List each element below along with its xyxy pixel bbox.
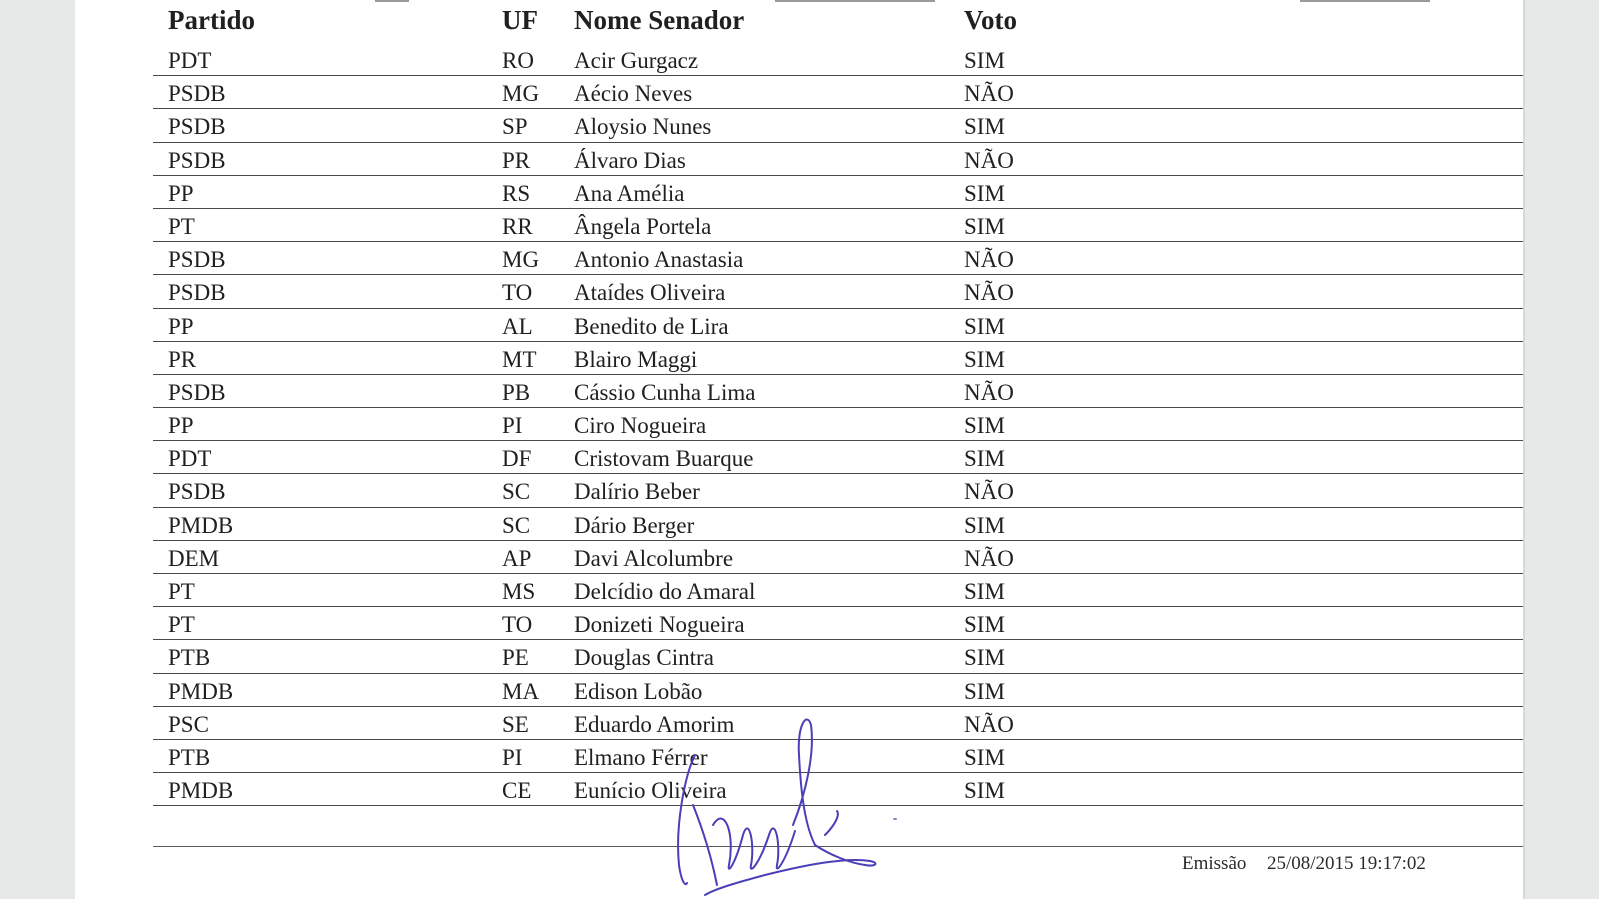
cell-partido: PT [168, 612, 195, 638]
table-row [153, 76, 1525, 109]
cell-uf: TO [502, 612, 533, 638]
table-row [153, 541, 1525, 574]
cell-uf: AL [502, 313, 533, 339]
cell-partido: PSC [168, 711, 209, 737]
table-row [153, 408, 1525, 441]
table-row [153, 275, 1525, 308]
cell-uf: PI [502, 413, 523, 439]
cell-uf: CE [502, 778, 532, 804]
cell-partido: PP [168, 413, 194, 439]
cell-voto: SIM [964, 744, 1005, 770]
cell-uf: AP [502, 545, 532, 571]
table-row [153, 43, 1525, 76]
cell-voto: SIM [964, 678, 1005, 704]
emissao-label: Emissão [1182, 853, 1247, 874]
table-row [153, 674, 1525, 707]
emissao-timestamp: 25/08/2015 19:17:02 [1267, 853, 1426, 874]
cell-partido: PMDB [168, 778, 234, 804]
cell-uf: MA [502, 678, 540, 704]
cell-nome-senador: Douglas Cintra [574, 645, 714, 671]
cell-nome-senador: Dário Berger [574, 512, 695, 538]
table-row [153, 309, 1525, 342]
cell-voto: NÃO [964, 247, 1014, 273]
cell-nome-senador: Davi Alcolumbre [574, 545, 734, 571]
vote-table-body [153, 43, 1525, 806]
cell-voto: SIM [964, 48, 1005, 73]
table-row [153, 640, 1525, 673]
table-row [153, 143, 1525, 176]
cell-uf: DF [502, 446, 532, 472]
table-row [153, 375, 1525, 408]
ink-speck [893, 818, 897, 820]
footer-divider [153, 846, 1525, 847]
cell-voto: SIM [964, 213, 1005, 239]
cell-nome-senador: Donizeti Nogueira [574, 612, 745, 638]
cell-voto: NÃO [964, 545, 1014, 571]
cell-voto: SIM [964, 180, 1005, 206]
cell-uf: MS [502, 579, 536, 604]
cell-partido: PTB [168, 744, 211, 770]
cell-partido: PT [168, 579, 195, 604]
cell-partido: PDT [168, 48, 212, 73]
cell-uf: MG [502, 81, 540, 107]
cell-voto: SIM [964, 579, 1005, 604]
cell-partido: PMDB [168, 512, 234, 538]
table-row [153, 740, 1525, 773]
table-row [153, 707, 1525, 740]
cell-nome-senador: Delcídio do Amaral [574, 579, 756, 604]
cell-nome-senador: Ana Amélia [574, 180, 685, 206]
cell-partido: PTB [168, 645, 211, 671]
cell-nome-senador: Cristovam Buarque [574, 446, 754, 472]
table-row [153, 176, 1525, 209]
cell-uf: SC [502, 479, 531, 505]
table-row [153, 109, 1525, 142]
scan-artifact-dash [1300, 0, 1430, 2]
cell-nome-senador: Edison Lobão [574, 678, 703, 704]
cell-partido: PP [168, 180, 194, 206]
cell-nome-senador: Ciro Nogueira [574, 413, 707, 439]
cell-nome-senador: Antonio Anastasia [574, 247, 744, 273]
cell-voto: SIM [964, 778, 1005, 804]
cell-partido: PDT [168, 446, 212, 472]
scan-artifact-dash [775, 0, 935, 2]
cell-partido: PSDB [168, 81, 226, 107]
cell-nome-senador: Eduardo Amorim [574, 711, 735, 737]
header-voto: Voto [964, 5, 1018, 35]
table-row [153, 209, 1525, 242]
cell-voto: SIM [964, 512, 1005, 538]
cell-partido: PSDB [168, 379, 226, 405]
cell-uf: TO [502, 280, 533, 306]
cell-nome-senador: Ângela Portela [574, 213, 712, 239]
cell-nome-senador: Acir Gurgacz [574, 48, 699, 73]
cell-partido: PSDB [168, 479, 226, 505]
cell-nome-senador: Blairo Maggi [574, 346, 698, 372]
header-partido: Partido [168, 5, 255, 35]
cell-partido: PMDB [168, 678, 234, 704]
cell-partido: PSDB [168, 114, 226, 140]
cell-voto: SIM [964, 612, 1005, 638]
cell-partido: PSDB [168, 247, 226, 273]
cell-nome-senador: Dalírio Beber [574, 479, 700, 505]
table-row [153, 607, 1525, 640]
cell-uf: PB [502, 379, 531, 405]
cell-partido: DEM [168, 545, 220, 571]
cell-nome-senador: Eunício Oliveira [574, 778, 727, 804]
cell-uf: MT [502, 346, 537, 372]
header-nome-senador: Nome Senador [574, 5, 745, 35]
cell-voto: NÃO [964, 280, 1014, 306]
cell-voto: NÃO [964, 711, 1014, 737]
cell-voto: SIM [964, 114, 1005, 140]
cell-nome-senador: Álvaro Dias [574, 147, 686, 173]
header-uf: UF [502, 5, 538, 35]
table-row [153, 474, 1525, 507]
cell-voto: SIM [964, 645, 1005, 671]
cell-voto: NÃO [964, 147, 1014, 173]
cell-uf: RR [502, 213, 533, 239]
cell-uf: PI [502, 744, 523, 770]
cell-uf: MG [502, 247, 540, 273]
table-row [153, 441, 1525, 474]
cell-nome-senador: Elmano Férrer [574, 744, 708, 770]
document-page [75, 0, 1525, 899]
cell-voto: SIM [964, 346, 1005, 372]
cell-nome-senador: Cássio Cunha Lima [574, 379, 756, 405]
cell-uf: SC [502, 512, 531, 538]
cell-voto: SIM [964, 413, 1005, 439]
cell-voto: NÃO [964, 479, 1014, 505]
cell-nome-senador: Aécio Neves [574, 81, 693, 107]
table-row [153, 508, 1525, 541]
cell-uf: RS [502, 180, 531, 206]
table-row [153, 342, 1525, 375]
table-row [153, 773, 1525, 806]
cell-partido: PSDB [168, 280, 226, 306]
cell-voto: SIM [964, 446, 1005, 472]
table-row [153, 574, 1525, 607]
cell-uf: RO [502, 48, 534, 73]
table-row [153, 242, 1525, 275]
cell-voto: SIM [964, 313, 1005, 339]
cell-uf: SE [502, 711, 529, 737]
cell-voto: NÃO [964, 379, 1014, 405]
cell-partido: PP [168, 313, 194, 339]
cell-nome-senador: Aloysio Nunes [574, 114, 712, 140]
cell-uf: SP [502, 114, 528, 140]
cell-nome-senador: Ataídes Oliveira [574, 280, 726, 306]
cell-partido: PR [168, 346, 197, 372]
cell-partido: PT [168, 213, 195, 239]
cell-uf: PR [502, 147, 531, 173]
scan-artifact-dash [375, 0, 409, 2]
cell-nome-senador: Benedito de Lira [574, 313, 729, 339]
cell-partido: PSDB [168, 147, 226, 173]
cell-voto: NÃO [964, 81, 1014, 107]
cell-uf: PE [502, 645, 529, 671]
